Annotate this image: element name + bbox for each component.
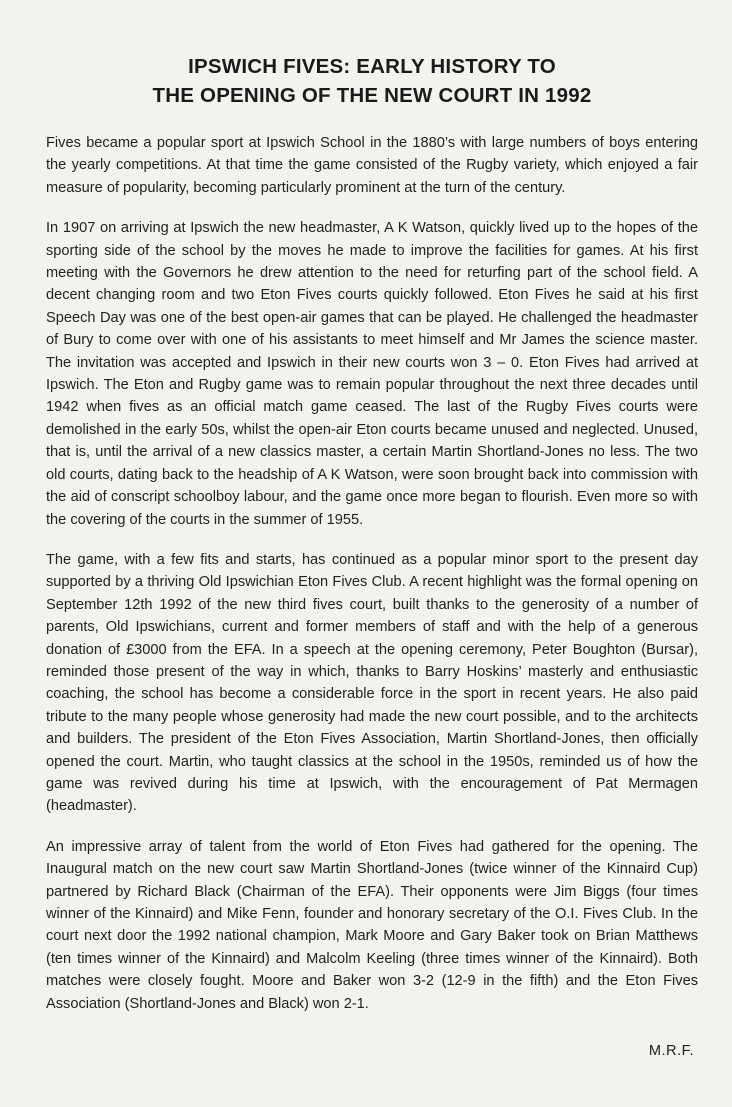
title-line-2: THE OPENING OF THE NEW COURT IN 1992 (152, 84, 592, 107)
title-line-1: IPSWICH FIVES: EARLY HISTORY TO (188, 55, 556, 78)
paragraph-3: The game, with a few fits and starts, has continued as a popular minor sport to the present day supported by a thriving Old Ipswichian Eton Fives Club. A recent highlight was the formal opening on September 12th 1992 of the new third fives court, built thanks to the generosity of a number of parents, Old Ipswichians, current and former members of staff and with the help of a generous donation of £3000 from the EFA. In a speech at the opening ceremony, Peter Boughton (Bursar), reminded those present of the way in which, thanks to Barry Hoskins’ masterly and enthusiastic coaching, the school has become a considerable force in the sport in recent years. He also paid tribute to the many people whose generosity had made the new court possible, and to the architects and builders. The president of the Eton Fives Association, Martin Shortland-Jones, then officially opened the court. Martin, who taught classics at the school in the 1950s, reminded us of how the game was revived during his time at Ipswich, with the encouragement of Pat Mermagen (headmaster). (46, 551, 698, 815)
paragraph-2: In 1907 on arriving at Ipswich the new headmaster, A K Watson, quickly lived up to the hopes of the sporting side of the school by the moves he made to improve the facilities for games. At his first meeting with the Governors he drew attention to the need for returfing part of the school field. A decent changing room and two Eton Fives courts quickly followed. Eton Fives he said at his first Speech Day was one of the best open-air games that can be played. He challenged the headmaster of Bury to come over with one of his assistants to meet himself and Mr James the science master. The invitation was accepted and Ipswich in their new courts won 3 – 0. Eton Fives had arrived at Ipswich. The Eton and Rugby game was to remain popular throughout the next three decades until 1942 when fives as an official match game ceased. The last of the Rugby Fives courts were demolished in the early 50s, whilst the open-air Eton courts became unused and neglected. Unused, that is, until the arrival of a new classics master, a certain Martin Shortland-Jones no less. The two old courts, dating back to the headship of A K Watson, were soon brought back into commission with the aid of conscript schoolboy labour, and the game once more began to flourish. Even more so with the covering of the courts in the summer of 1955. (46, 220, 698, 528)
page-title (46, 52, 698, 110)
paragraph-4: An impressive array of talent from the world of Eton Fives had gathered for the opening. The Inaugural match on the new court saw Martin Shortland-Jones (twice winner of the Kinnaird Cup) partnered by Richard Black (Chairman of the EFA). Their opponents were Jim Biggs (four times winner of the Kinnaird) and Mike Fenn, founder and honorary secretary of the O.I. Fives Club. In the court next door the 1992 national champion, Mark Moore and Gary Baker took on Brian Matthews (ten times winner of the Kinnaird) and Malcolm Keeling (three times winner of the Kinnaird). Both matches were closely fought. Moore and Baker won 3-2 (12-9 in the fifth) and the Eton Fives Association (Shortland-Jones and Black) won 2-1. (46, 838, 698, 1012)
paragraph-1: Fives became a popular sport at Ipswich School in the 1880’s with large numbers of boys entering the yearly competitions. At that time the game consisted of the Rugby variety, which enjoyed a fair measure of popularity, becoming particularly prominent at the turn of the century. (46, 135, 698, 196)
article-body (46, 132, 698, 1015)
author-signature: M.R.F. (648, 1043, 694, 1059)
